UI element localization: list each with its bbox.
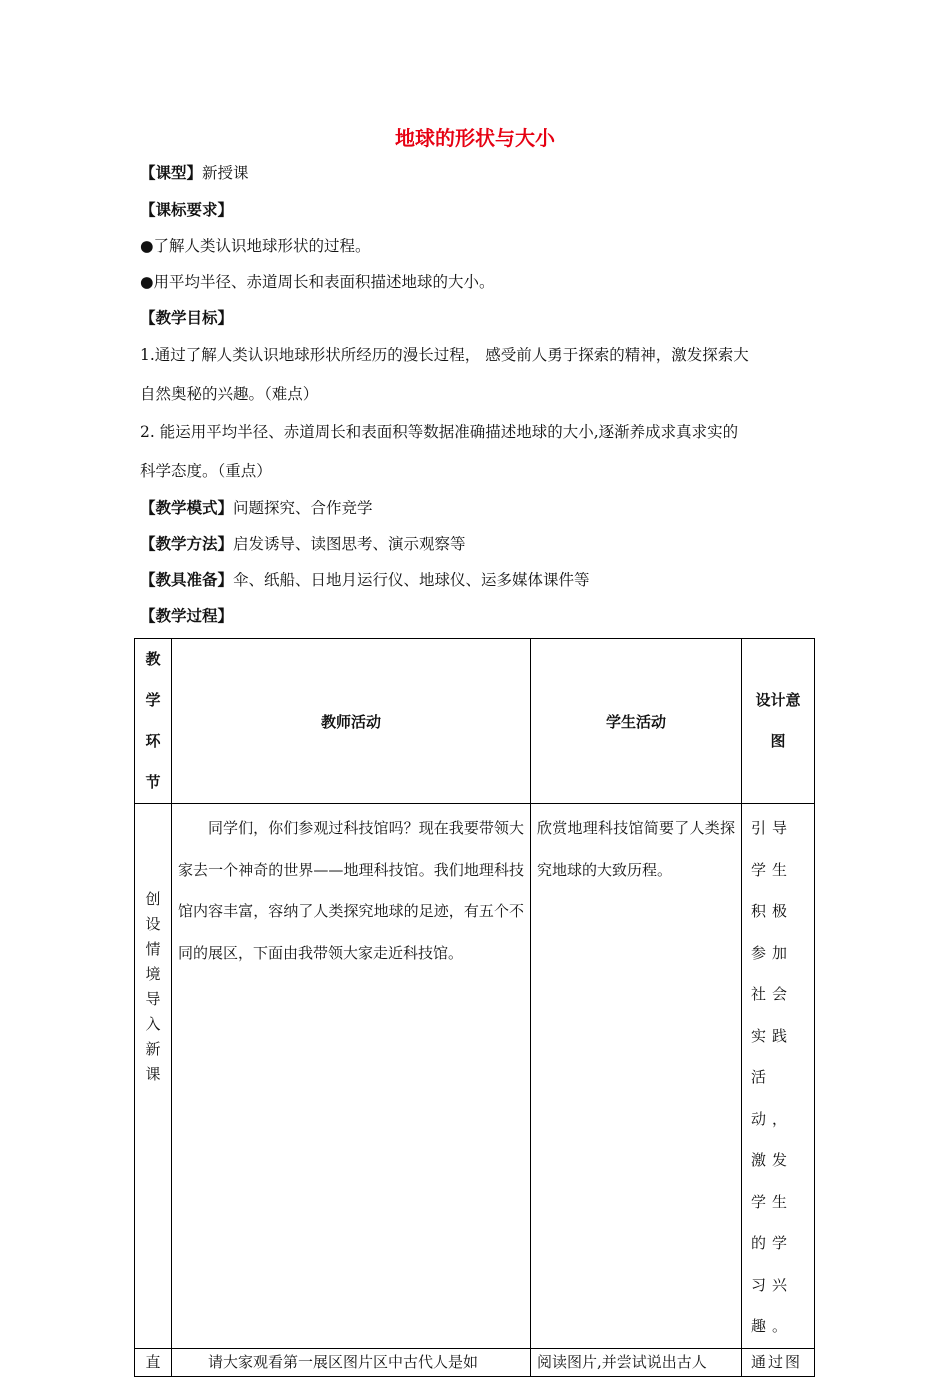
page-title: 地球的形状与大小 (395, 126, 555, 150)
row2-student: 阅读图片,并尝试说出古人 (531, 1348, 742, 1376)
standards-item-1: ●了解人类认识地球形状的过程。 (140, 237, 371, 255)
header-stage-char: 节 (145, 773, 161, 791)
header-stage-char: 教 (145, 650, 161, 668)
method-label: 【教学方法】 (140, 535, 234, 553)
stage-char: 创 (145, 890, 161, 908)
row2-stage: 直 (135, 1348, 172, 1376)
standards-label: 【课标要求】 (140, 201, 234, 219)
row2-teacher: 请大家观看第一展区图片区中古代人是如 (172, 1348, 531, 1376)
row1-stage (135, 804, 172, 1349)
header-design (742, 639, 815, 804)
row1-design-text: 引导学生积极参加社会实践活动，激发学生的学习兴趣。 (751, 819, 794, 1335)
objective-2-line-2: 科学态度。（重点） (140, 462, 272, 480)
header-teacher: 教师活动 (172, 639, 531, 804)
table-row (135, 804, 815, 1349)
lesson-type-line (140, 161, 249, 183)
header-stage (135, 639, 172, 804)
row1-teacher (172, 804, 531, 1349)
row2-design: 通过图 (742, 1348, 815, 1376)
standards-item-2: ●用平均半径、赤道周长和表面积描述地球的大小。 (140, 273, 495, 291)
stage-char: 境 (145, 965, 161, 983)
table-row (135, 1348, 815, 1376)
stage-char: 设 (145, 915, 161, 933)
objective-1-line-1: 1.通过了解人类认识地球形状所经历的漫长过程， 感受前人勇于探索的精神，激发探索大 (140, 346, 749, 364)
header-stage-char: 环 (145, 732, 161, 750)
tools-value: 伞、纸船、日地月运行仪、地球仪、运多媒体课件等 (233, 571, 590, 589)
mode-label: 【教学模式】 (140, 499, 234, 517)
stage-char: 情 (145, 940, 161, 958)
row1-teacher-text: 同学们，你们参观过科技馆吗？现在我要带领大家去一个神奇的世界——地理科技馆。我们地理科技馆内容丰富，容纳了人类探究地球的足迹，有五个不同的展区，下面由我带领大家走近科技馆。 (178, 819, 524, 962)
table-header-row (135, 639, 815, 804)
objectives-label: 【教学目标】 (140, 309, 234, 327)
header-design-line: 图 (770, 732, 786, 750)
header-design-line: 设计意 (755, 691, 801, 709)
tools-label: 【教具准备】 (140, 571, 234, 589)
tools-line (140, 568, 590, 590)
method-value: 启发诱导、读图思考、演示观察等 (233, 535, 466, 553)
standards-heading (140, 198, 233, 220)
objective-2-line-1: 2. 能运用平均半径、赤道周长和表面积等数据准确描述地球的大小,逐渐养成求真求实的 (140, 423, 739, 441)
method-line (140, 532, 466, 554)
lesson-process-table (134, 638, 815, 1377)
row1-student-text: 欣赏地理科技馆简要了人类探究地球的大致历程。 (537, 819, 735, 879)
lesson-type-label: 【课型】 (140, 164, 203, 182)
stage-char: 课 (145, 1065, 161, 1083)
stage-char: 导 (145, 990, 161, 1008)
header-stage-char: 学 (145, 691, 161, 709)
process-heading (140, 604, 233, 626)
process-label: 【教学过程】 (140, 607, 234, 625)
row1-student (531, 804, 742, 1349)
objective-1-line-2: 自然奥秘的兴趣。（难点） (140, 385, 319, 403)
objectives-heading (140, 306, 233, 328)
row1-design (742, 804, 815, 1349)
mode-value: 问题探究、合作竞学 (233, 499, 373, 517)
header-student: 学生活动 (531, 639, 742, 804)
lesson-type-value: 新授课 (202, 164, 249, 182)
mode-line (140, 496, 373, 518)
stage-char: 新 (145, 1040, 161, 1058)
stage-char: 入 (145, 1015, 161, 1033)
